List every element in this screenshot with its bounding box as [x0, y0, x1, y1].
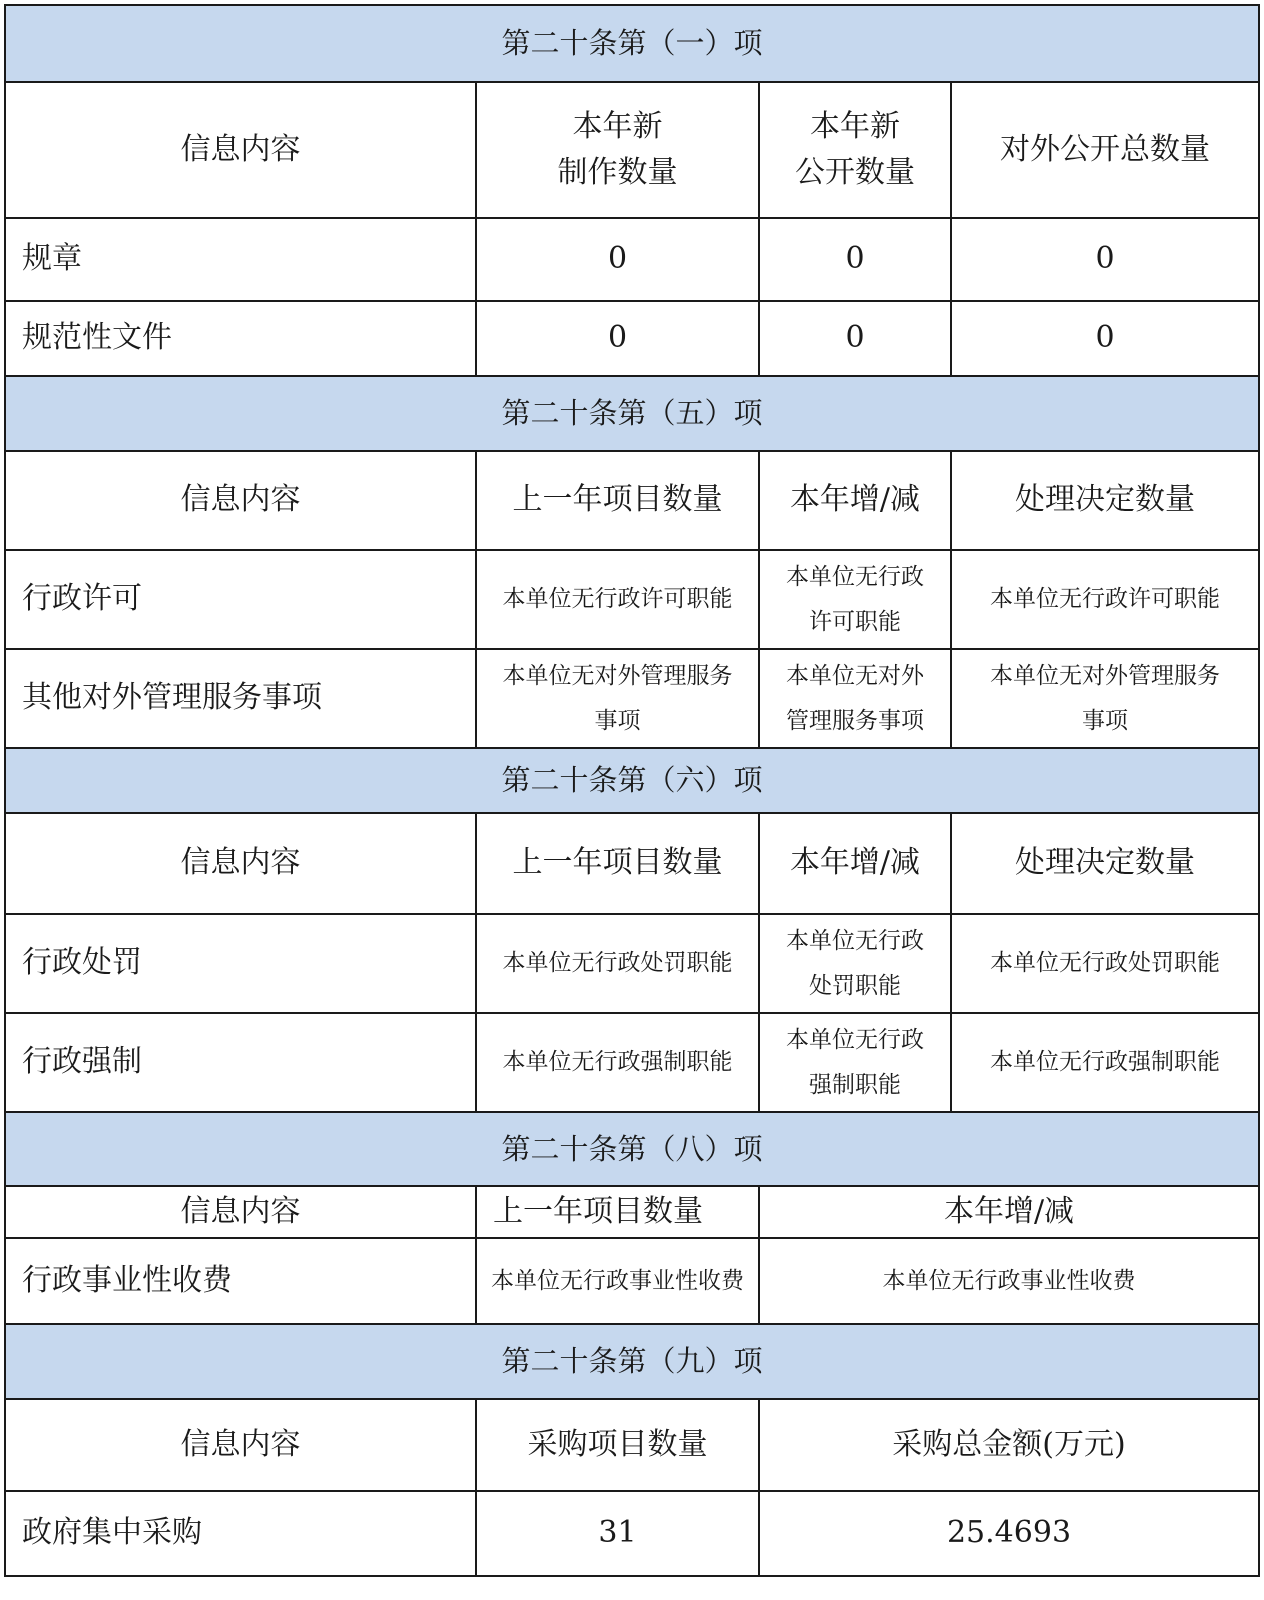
- row-label: 政府集中采购: [5, 1491, 476, 1576]
- row-label: 行政事业性收费: [5, 1238, 476, 1324]
- header-new-published: 本年新 公开数量: [759, 82, 951, 218]
- row-label: 行政许可: [5, 550, 476, 649]
- cell-value: 0: [759, 218, 951, 301]
- cell-value: 0: [951, 301, 1259, 376]
- cell-value: 本单位无行政强制职能: [476, 1013, 759, 1112]
- row-label: 行政强制: [5, 1013, 476, 1112]
- cell-value: 25.4693: [759, 1491, 1259, 1576]
- cell-value: 0: [476, 301, 759, 376]
- section-title-9: 第二十条第（九）项: [5, 1324, 1259, 1399]
- header-new-made: 本年新 制作数量: [476, 82, 759, 218]
- row-label: 规范性文件: [5, 301, 476, 376]
- cell-value: 本单位无行政强制职能: [951, 1013, 1259, 1112]
- header-info-content: 信息内容: [5, 451, 476, 550]
- cell-value: 本单位无行政 处罚职能: [759, 914, 951, 1013]
- header-year-change: 本年增/减: [759, 451, 951, 550]
- header-total-published: 对外公开总数量: [951, 82, 1259, 218]
- header-year-change: 本年增/减: [759, 813, 951, 914]
- cell-value: 本单位无行政许可职能: [476, 550, 759, 649]
- cell-value: 本单位无行政事业性收费: [476, 1238, 759, 1324]
- section-title-5: 第二十条第（五）项: [5, 376, 1259, 451]
- header-info-content: 信息内容: [5, 813, 476, 914]
- cell-value: 0: [476, 218, 759, 301]
- disclosure-table: [4, 4, 1260, 1577]
- header-year-change: 本年增/减: [759, 1186, 1259, 1238]
- cell-value: 31: [476, 1491, 759, 1576]
- header-decision-count: 处理决定数量: [951, 451, 1259, 550]
- header-info-content: 信息内容: [5, 82, 476, 218]
- cell-value: 本单位无行政事业性收费: [759, 1238, 1259, 1324]
- cell-value: 0: [951, 218, 1259, 301]
- cell-value: 0: [759, 301, 951, 376]
- section-title-1: 第二十条第（一）项: [5, 5, 1259, 82]
- cell-value: 本单位无行政许可职能: [951, 550, 1259, 649]
- disclosure-table-frame: [4, 4, 1258, 1595]
- section-title-8: 第二十条第（八）项: [5, 1112, 1259, 1186]
- header-info-content: 信息内容: [5, 1399, 476, 1491]
- cell-value: 本单位无对外管理服务 事项: [476, 649, 759, 748]
- cell-value: 本单位无行政处罚职能: [951, 914, 1259, 1013]
- header-prev-year-count: 上一年项目数量: [476, 1186, 759, 1238]
- row-label: 行政处罚: [5, 914, 476, 1013]
- cell-value: 本单位无对外管理服务 事项: [951, 649, 1259, 748]
- row-label: 其他对外管理服务事项: [5, 649, 476, 748]
- section-title-6: 第二十条第（六）项: [5, 748, 1259, 813]
- header-purchase-amount: 采购总金额(万元): [759, 1399, 1259, 1491]
- header-prev-year-count: 上一年项目数量: [476, 813, 759, 914]
- cell-value: 本单位无行政 许可职能: [759, 550, 951, 649]
- row-label: 规章: [5, 218, 476, 301]
- header-decision-count: 处理决定数量: [951, 813, 1259, 914]
- cell-value: 本单位无对外 管理服务事项: [759, 649, 951, 748]
- cell-value: 本单位无行政 强制职能: [759, 1013, 951, 1112]
- header-info-content: 信息内容: [5, 1186, 476, 1238]
- header-prev-year-count: 上一年项目数量: [476, 451, 759, 550]
- cell-value: 本单位无行政处罚职能: [476, 914, 759, 1013]
- header-purchase-count: 采购项目数量: [476, 1399, 759, 1491]
